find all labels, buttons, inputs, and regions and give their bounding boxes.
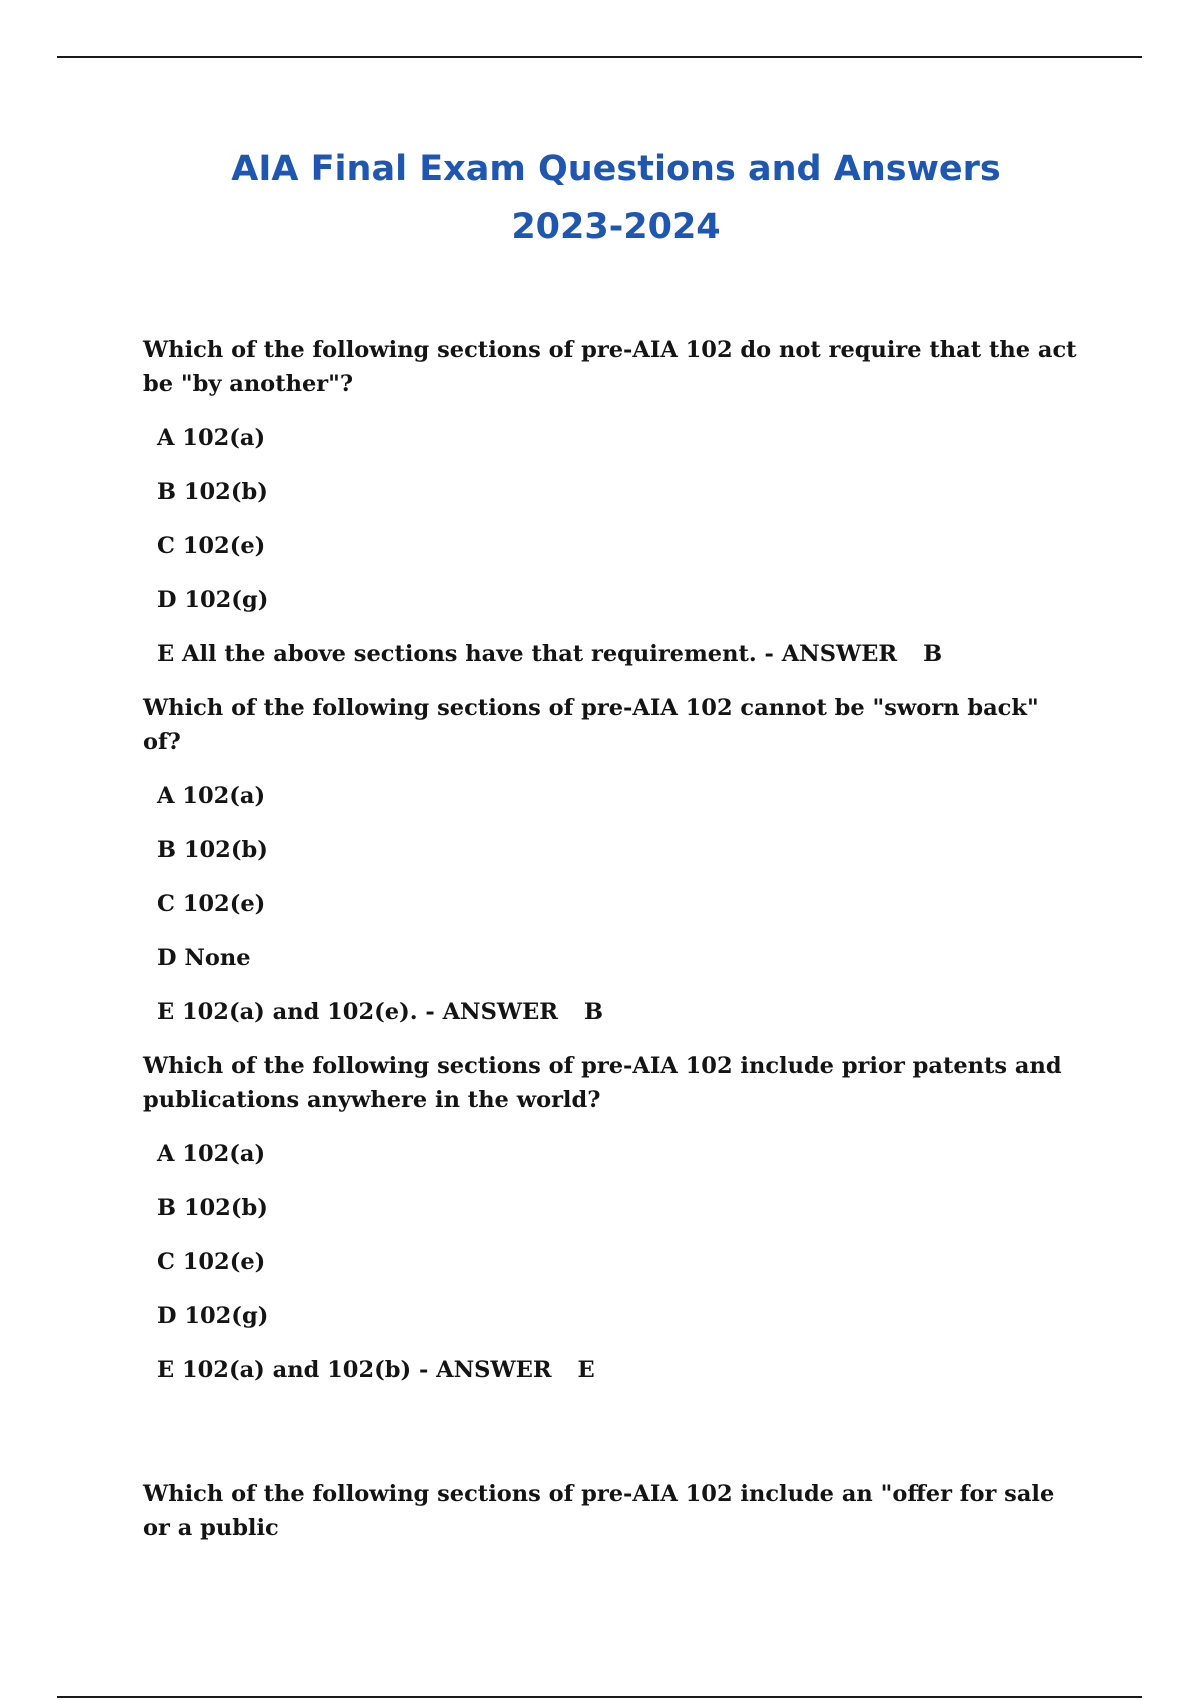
spacer xyxy=(143,1407,1083,1477)
option-c: C 102(e) xyxy=(157,891,266,917)
question-block xyxy=(143,1049,1083,1387)
answer-letter: B xyxy=(583,999,603,1025)
option-e-with-answer xyxy=(157,1353,1083,1387)
document-title xyxy=(0,140,1200,256)
question-text: Which of the following sections of pre-AIA 102 include prior patents and publications anywhere in the world? xyxy=(143,1053,1062,1113)
option-e-with-answer xyxy=(157,637,1083,671)
option-a: A 102(a) xyxy=(157,783,266,809)
question-block xyxy=(143,1477,1083,1545)
option-e: E 102(a) and 102(e). - ANSWER xyxy=(157,999,558,1025)
option-e-with-answer xyxy=(157,995,1083,1029)
option-d: D 102(g) xyxy=(157,587,269,613)
question-list xyxy=(143,333,1083,1565)
document-title-line1: AIA Final Exam Questions and Answers xyxy=(231,149,1001,189)
question-block xyxy=(143,691,1083,1029)
option-b: B 102(b) xyxy=(157,1195,268,1221)
option-e: E 102(a) and 102(b) - ANSWER xyxy=(157,1357,552,1383)
option-d: D 102(g) xyxy=(157,1303,269,1329)
question-block xyxy=(143,333,1083,671)
option-b: B 102(b) xyxy=(157,837,268,863)
question-text: Which of the following sections of pre-AIA 102 cannot be "sworn back" of? xyxy=(143,695,1039,755)
question-text: Which of the following sections of pre-AIA 102 include an "offer for sale or a public xyxy=(143,1481,1055,1541)
answer-letter: B xyxy=(923,641,943,667)
option-a: A 102(a) xyxy=(157,1141,266,1167)
answer-letter: E xyxy=(577,1357,595,1383)
option-e: E All the above sections have that requirement. - ANSWER xyxy=(157,641,898,667)
option-c: C 102(e) xyxy=(157,1249,266,1275)
option-d: D None xyxy=(157,945,251,971)
footer-rule xyxy=(57,1696,1142,1698)
option-a: A 102(a) xyxy=(157,425,266,451)
question-text: Which of the following sections of pre-AIA 102 do not require that the act be "by another"? xyxy=(143,337,1077,397)
document-title-line2: 2023-2024 xyxy=(511,207,721,247)
header-rule xyxy=(57,56,1142,58)
option-b: B 102(b) xyxy=(157,479,268,505)
option-c: C 102(e) xyxy=(157,533,266,559)
